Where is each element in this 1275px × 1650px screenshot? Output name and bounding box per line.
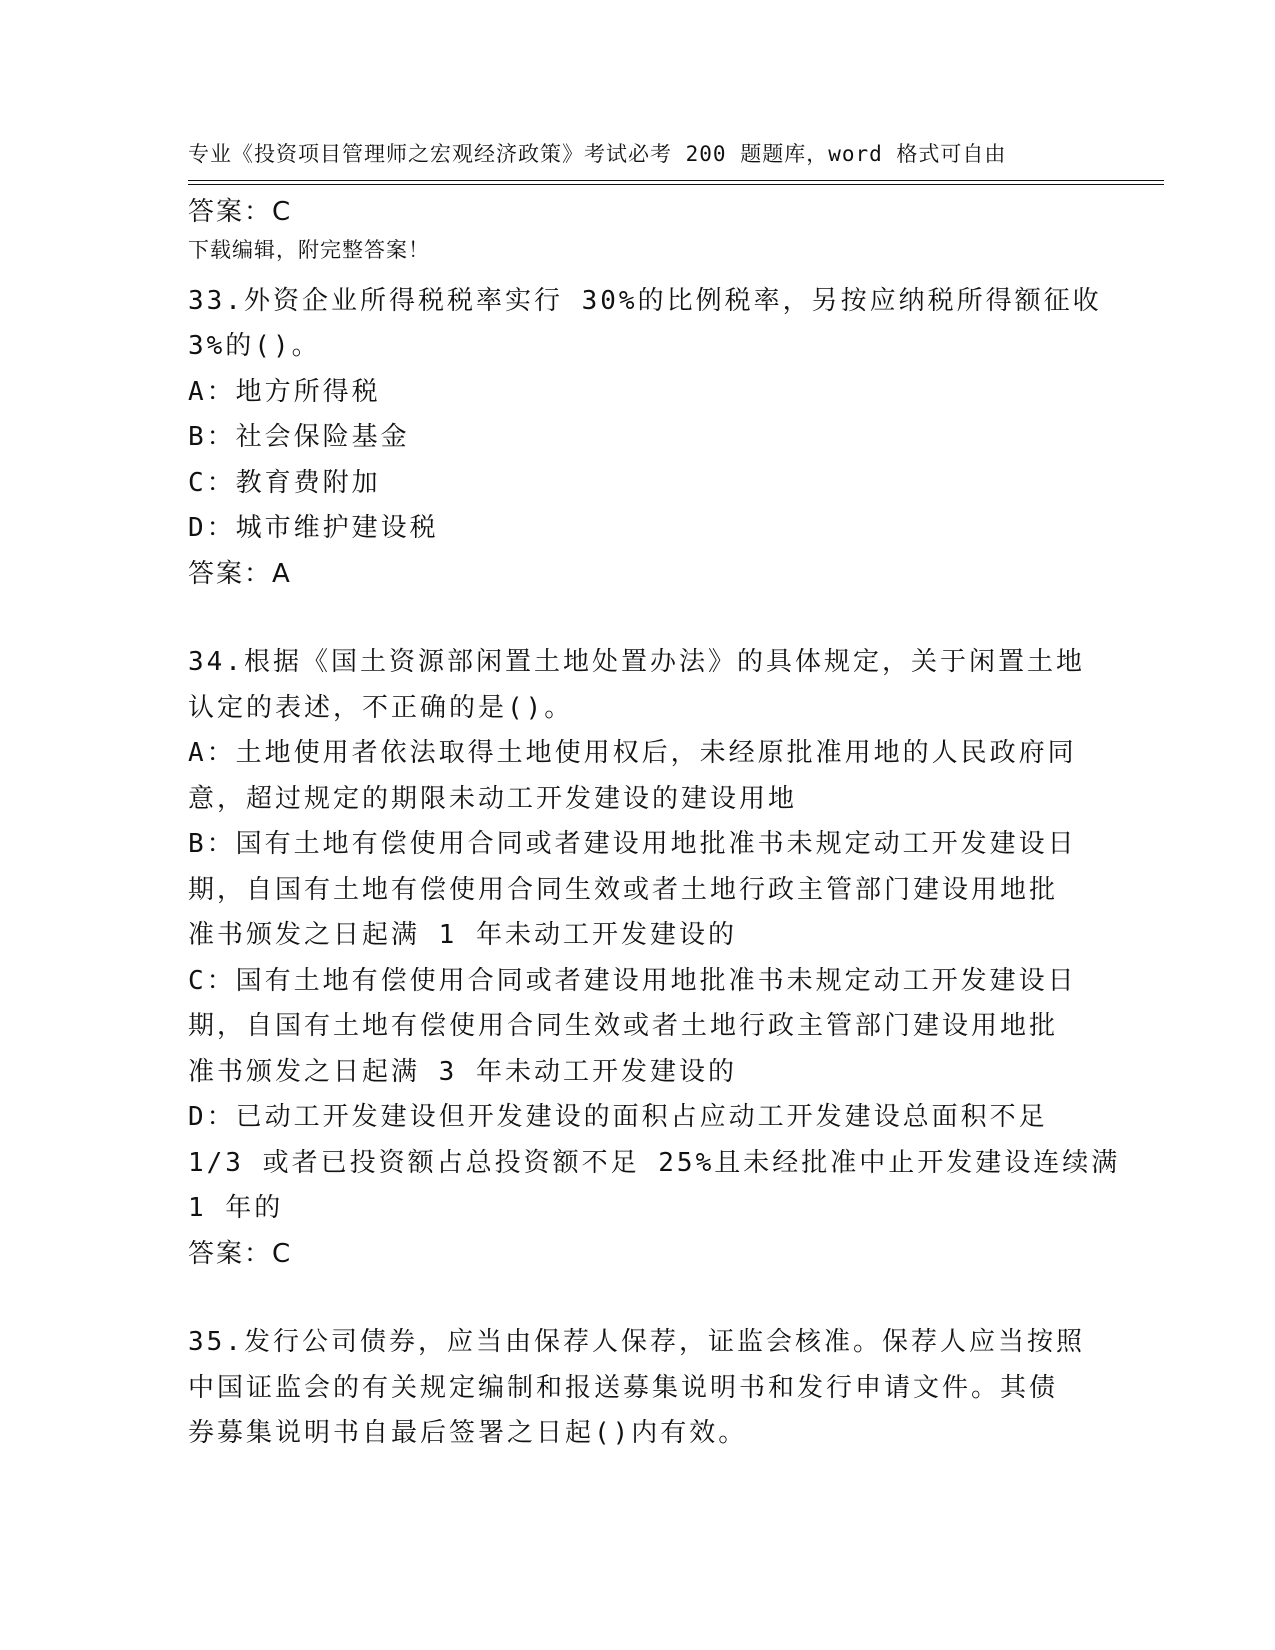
block-gap <box>188 236 1088 279</box>
header-rule-top <box>188 180 1164 181</box>
question-text-line: 33.外资企业所得税税率实行 30%的比例税率，另按应纳税所得额征收 <box>188 285 1102 316</box>
option-b: B：国有土地有偿使用合同或者建设用地批准书未规定动工开发建设日 <box>188 829 1077 859</box>
option-d-continued: 1/3 或者已投资额占总投资额不足 25%且未经批准中止开发建设连续满 <box>188 1147 1121 1178</box>
question-text-line: 认定的表述，不正确的是()。 <box>188 692 574 723</box>
option-a-continued: 意，超过规定的期限未动工开发建设的建设用地 <box>188 783 798 814</box>
option-c: C：教育费附加 <box>188 467 381 498</box>
question-text-line: 3%的()。 <box>188 331 321 361</box>
question-text-line: 中国证监会的有关规定编制和报送募集说明书和发行申请文件。其债 <box>188 1372 1059 1403</box>
option-a: A：土地使用者依法取得土地使用权后，未经原批准用地的人民政府同 <box>188 738 1077 768</box>
option-d-continued: 1 年的 <box>188 1193 284 1223</box>
question-text-line: 券募集说明书自最后签署之日起()内有效。 <box>188 1418 748 1448</box>
option-b: B：社会保险基金 <box>188 422 410 452</box>
question-text-line: 35.发行公司债券，应当由保荐人保荐，证监会核准。保荐人应当按照 <box>188 1327 1085 1357</box>
header-line-2: 下载编辑，附完整答案！ <box>188 238 430 262</box>
option-d: D：城市维护建设税 <box>188 513 439 543</box>
block-gap <box>188 1277 1088 1320</box>
option-a: A：地方所得税 <box>188 376 381 407</box>
header-rule-bottom <box>188 184 1164 185</box>
option-c-continued: 期，自国有土地有偿使用合同生效或者土地行政主管部门建设用地批 <box>188 1011 1059 1041</box>
question-content <box>188 190 1121 1457</box>
block-gap <box>188 597 1088 640</box>
option-d: D：已动工开发建设但开发建设的面积占应动工开发建设总面积不足 <box>188 1102 1048 1132</box>
question-33 <box>188 279 1102 598</box>
answer-34: 答案：C <box>188 1238 293 1269</box>
option-c-continued: 准书颁发之日起满 3 年未动工开发建设的 <box>188 1056 737 1087</box>
answer-32: 答案：C <box>188 197 293 227</box>
question-text-line: 34.根据《国土资源部闲置土地处置办法》的具体规定，关于闲置土地 <box>188 647 1085 677</box>
option-b-continued: 期，自国有土地有偿使用合同生效或者土地行政主管部门建设用地批 <box>188 874 1059 905</box>
answer-33: 答案：A <box>188 558 292 589</box>
question-35 <box>188 1320 1088 1457</box>
option-c: C：国有土地有偿使用合同或者建设用地批准书未规定动工开发建设日 <box>188 965 1077 996</box>
question-34 <box>188 640 1121 1277</box>
header-line-1: 专业《投资项目管理师之宏观经济政策》考试必考 200 题题库，word 格式可自由 <box>188 142 1007 166</box>
option-b-continued: 准书颁发之日起满 1 年未动工开发建设的 <box>188 920 737 950</box>
